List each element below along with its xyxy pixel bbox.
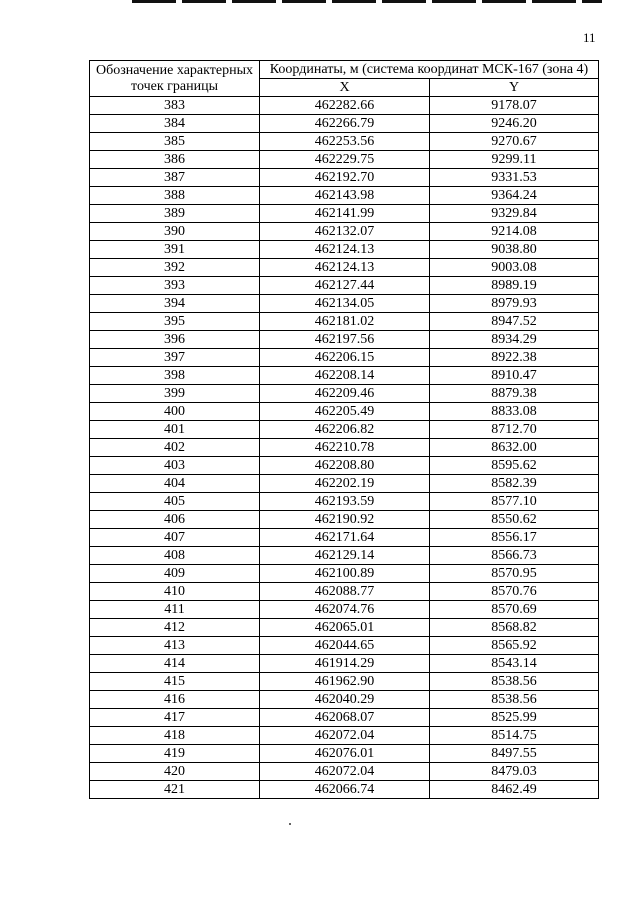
- point-id: 403: [90, 457, 260, 475]
- top-rule: [132, 0, 602, 3]
- point-id: 393: [90, 277, 260, 295]
- table-row: [90, 439, 599, 457]
- point-id: 401: [90, 421, 260, 439]
- y-value: 8570.95: [430, 565, 599, 583]
- y-value: 8525.99: [430, 709, 599, 727]
- table-row: [90, 493, 599, 511]
- point-id: 399: [90, 385, 260, 403]
- point-id: 384: [90, 115, 260, 133]
- header-x: X: [260, 79, 430, 97]
- point-id: 407: [90, 529, 260, 547]
- point-id: 417: [90, 709, 260, 727]
- x-value: 461914.29: [260, 655, 430, 673]
- point-id: 402: [90, 439, 260, 457]
- table-row: [90, 745, 599, 763]
- header-coords-label: Координаты, м (система координат МСК-167 (зона 4): [260, 61, 599, 79]
- y-value: 8922.38: [430, 349, 599, 367]
- table-row: [90, 403, 599, 421]
- table-row: [90, 511, 599, 529]
- y-value: 8497.55: [430, 745, 599, 763]
- y-value: 9246.20: [430, 115, 599, 133]
- point-id: 416: [90, 691, 260, 709]
- x-value: 462143.98: [260, 187, 430, 205]
- y-value: 9331.53: [430, 169, 599, 187]
- table-row: [90, 223, 599, 241]
- point-id: 406: [90, 511, 260, 529]
- page-number: 11: [583, 30, 596, 45]
- y-value: 8514.75: [430, 727, 599, 745]
- x-value: 462229.75: [260, 151, 430, 169]
- x-value: 462127.44: [260, 277, 430, 295]
- table-row: [90, 655, 599, 673]
- y-value: 9003.08: [430, 259, 599, 277]
- table-row: [90, 259, 599, 277]
- y-value: 9299.11: [430, 151, 599, 169]
- x-value: 462209.46: [260, 385, 430, 403]
- x-value: 462076.01: [260, 745, 430, 763]
- point-id: 392: [90, 259, 260, 277]
- y-value: 8712.70: [430, 421, 599, 439]
- point-id: 386: [90, 151, 260, 169]
- table-row: [90, 385, 599, 403]
- x-value: 462124.13: [260, 241, 430, 259]
- table-row: [90, 763, 599, 781]
- table-row: [90, 583, 599, 601]
- point-id: 418: [90, 727, 260, 745]
- y-value: 8934.29: [430, 331, 599, 349]
- table-row: [90, 187, 599, 205]
- point-id: 397: [90, 349, 260, 367]
- point-id: 404: [90, 475, 260, 493]
- x-value: 462124.13: [260, 259, 430, 277]
- table-row: [90, 727, 599, 745]
- table-row: [90, 349, 599, 367]
- x-value: 461962.90: [260, 673, 430, 691]
- x-value: 462205.49: [260, 403, 430, 421]
- table-row: [90, 547, 599, 565]
- table-row: [90, 367, 599, 385]
- y-value: 8632.00: [430, 439, 599, 457]
- x-value: 462282.66: [260, 97, 430, 115]
- y-value: 8550.62: [430, 511, 599, 529]
- y-value: 8568.82: [430, 619, 599, 637]
- x-value: 462190.92: [260, 511, 430, 529]
- point-id: 385: [90, 133, 260, 151]
- x-value: 462253.56: [260, 133, 430, 151]
- point-id: 391: [90, 241, 260, 259]
- table-row: [90, 619, 599, 637]
- y-value: 8538.56: [430, 691, 599, 709]
- y-value: 8910.47: [430, 367, 599, 385]
- point-id: 409: [90, 565, 260, 583]
- x-value: 462132.07: [260, 223, 430, 241]
- x-value: 462065.01: [260, 619, 430, 637]
- point-id: 389: [90, 205, 260, 223]
- y-value: 8989.19: [430, 277, 599, 295]
- table-row: [90, 709, 599, 727]
- table-row: [90, 277, 599, 295]
- point-id: 415: [90, 673, 260, 691]
- point-id: 412: [90, 619, 260, 637]
- x-value: 462193.59: [260, 493, 430, 511]
- y-value: 8879.38: [430, 385, 599, 403]
- x-value: 462206.15: [260, 349, 430, 367]
- coordinates-table: [89, 60, 599, 799]
- x-value: 462068.07: [260, 709, 430, 727]
- x-value: 462072.04: [260, 727, 430, 745]
- point-id: 411: [90, 601, 260, 619]
- y-value: 8570.69: [430, 601, 599, 619]
- x-value: 462208.80: [260, 457, 430, 475]
- table-row: [90, 331, 599, 349]
- x-value: 462134.05: [260, 295, 430, 313]
- x-value: 462266.79: [260, 115, 430, 133]
- y-value: 9329.84: [430, 205, 599, 223]
- table-row: [90, 565, 599, 583]
- point-id: 414: [90, 655, 260, 673]
- x-value: 462044.65: [260, 637, 430, 655]
- y-value: 8538.56: [430, 673, 599, 691]
- y-value: 8577.10: [430, 493, 599, 511]
- table-row: [90, 529, 599, 547]
- table-row: [90, 691, 599, 709]
- table-row: [90, 673, 599, 691]
- point-id: 408: [90, 547, 260, 565]
- table-row: [90, 151, 599, 169]
- y-value: 8462.49: [430, 781, 599, 799]
- point-id: 396: [90, 331, 260, 349]
- point-id: 410: [90, 583, 260, 601]
- point-id: 420: [90, 763, 260, 781]
- table-row: [90, 457, 599, 475]
- x-value: 462072.04: [260, 763, 430, 781]
- table-row: [90, 601, 599, 619]
- table-row: [90, 241, 599, 259]
- x-value: 462208.14: [260, 367, 430, 385]
- x-value: 462040.29: [260, 691, 430, 709]
- y-value: 8543.14: [430, 655, 599, 673]
- point-id: 390: [90, 223, 260, 241]
- table-row: [90, 205, 599, 223]
- y-value: 8479.03: [430, 763, 599, 781]
- table-row: [90, 781, 599, 799]
- point-id: 405: [90, 493, 260, 511]
- y-value: 9364.24: [430, 187, 599, 205]
- x-value: 462181.02: [260, 313, 430, 331]
- y-value: 8556.17: [430, 529, 599, 547]
- x-value: 462197.56: [260, 331, 430, 349]
- point-id: 421: [90, 781, 260, 799]
- y-value: 8833.08: [430, 403, 599, 421]
- y-value: 8947.52: [430, 313, 599, 331]
- table-row: [90, 97, 599, 115]
- point-id: 395: [90, 313, 260, 331]
- y-value: 8565.92: [430, 637, 599, 655]
- point-id: 383: [90, 97, 260, 115]
- y-value: 8570.76: [430, 583, 599, 601]
- table-row: [90, 169, 599, 187]
- x-value: 462192.70: [260, 169, 430, 187]
- x-value: 462206.82: [260, 421, 430, 439]
- x-value: 462088.77: [260, 583, 430, 601]
- point-id: 388: [90, 187, 260, 205]
- y-value: 9214.08: [430, 223, 599, 241]
- x-value: 462074.76: [260, 601, 430, 619]
- table-row: [90, 313, 599, 331]
- scan-speck: [289, 823, 291, 825]
- table-row: [90, 637, 599, 655]
- point-id: 394: [90, 295, 260, 313]
- y-value: 9178.07: [430, 97, 599, 115]
- y-value: 8979.93: [430, 295, 599, 313]
- y-value: 8595.62: [430, 457, 599, 475]
- x-value: 462129.14: [260, 547, 430, 565]
- y-value: 9038.80: [430, 241, 599, 259]
- table-row: [90, 475, 599, 493]
- point-id: 398: [90, 367, 260, 385]
- header-point-label: Обозначение характерных точек границы: [90, 61, 260, 97]
- y-value: 8582.39: [430, 475, 599, 493]
- point-id: 400: [90, 403, 260, 421]
- x-value: 462210.78: [260, 439, 430, 457]
- table-row: [90, 115, 599, 133]
- x-value: 462100.89: [260, 565, 430, 583]
- y-value: 9270.67: [430, 133, 599, 151]
- x-value: 462202.19: [260, 475, 430, 493]
- point-id: 419: [90, 745, 260, 763]
- table-row: [90, 295, 599, 313]
- header-y: Y: [430, 79, 599, 97]
- point-id: 413: [90, 637, 260, 655]
- x-value: 462066.74: [260, 781, 430, 799]
- x-value: 462141.99: [260, 205, 430, 223]
- table-body: [90, 97, 599, 799]
- y-value: 8566.73: [430, 547, 599, 565]
- x-value: 462171.64: [260, 529, 430, 547]
- table-row: [90, 421, 599, 439]
- point-id: 387: [90, 169, 260, 187]
- table-row: [90, 133, 599, 151]
